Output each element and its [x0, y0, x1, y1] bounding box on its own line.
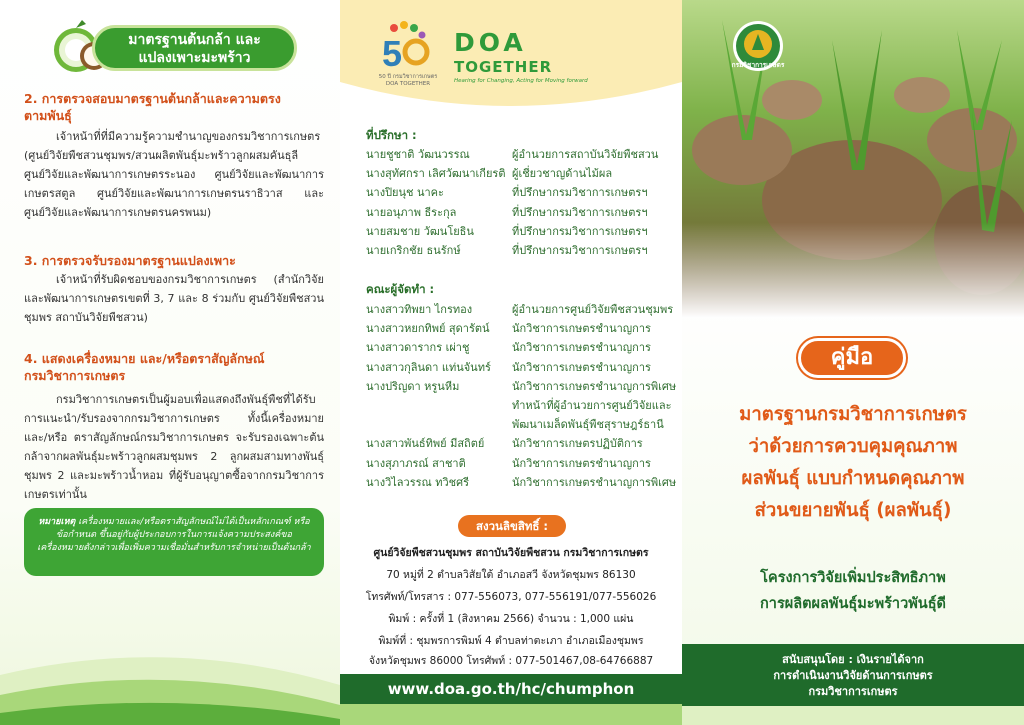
author-name: นางวิไลวรรณ ทวิชศรี — [366, 475, 469, 489]
publisher-address: 70 หมู่ที่ 2 ตำบลวิสัยใต้ อำเภอสวี จังหวัดชุมพร 86130 — [386, 569, 636, 581]
author-name — [366, 415, 491, 434]
advisor-name: นายอนุภาพ ธีระกุล — [366, 205, 457, 219]
left-panel — [0, 0, 340, 725]
title-line-1: มาตรฐานกรมวิชาการเกษตร — [739, 404, 967, 425]
author-role: นักวิชาการเกษตรปฏิบัติการ — [512, 437, 643, 451]
note-box — [24, 508, 324, 576]
author-role: นักวิชาการเกษตรชำนาญการพิเศษ — [512, 379, 677, 393]
section-body-3: เจ้าหน้าที่รับผิดชอบของกรมวิชาการเกษตร (สำนักวิจัยและพัฒนาการเกษตรเขตที่ 3, 7 และ 8 ร่วมกับ ศูนย์วิจัยพืชสวนชุมพร สถาบันวิจัยพืชสวน) — [24, 273, 324, 324]
author-role: ทำหน้าที่ผู้อำนวยการศูนย์วิจัยและ — [512, 399, 672, 413]
logo-slogan: Hearing for Changing, Acting for Moving forward — [454, 78, 588, 84]
advisor-role: ที่ปรึกษากรมวิชาการเกษตรฯ — [512, 224, 648, 238]
manual-label: คู่มือ — [798, 338, 906, 378]
anniversary-50-logo-icon — [380, 20, 430, 78]
section-heading-4: 4. แสดงเครื่องหมาย และ/หรือตราสัญลักษณ์ กรมวิชาการเกษตร — [24, 351, 265, 383]
author-name — [366, 396, 491, 415]
seal-caption: กรมวิชาการเกษตร — [731, 61, 785, 69]
section-heading-2: 2. การตรวจสอบมาตรฐานต้นกล้าและความตรง ตามพันธุ์ — [24, 91, 281, 123]
together-logo-text: TOGETHER — [454, 58, 553, 76]
author-name: นางสุภาภรณ์ สาชาติ — [366, 456, 466, 470]
advisor-name: นางปิยนุช นาคะ — [366, 186, 444, 200]
advisor-role: ผู้อำนวยการสถาบันวิจัยพืชสวน — [512, 148, 659, 161]
author-name: นางสาวกุลินดา แท่นจันทร์ — [366, 360, 491, 374]
website-url-link[interactable]: www.doa.go.th/hc/chumphon — [340, 674, 682, 704]
advisor-name: นายสมชาย วัฒนโยธิน — [366, 224, 474, 238]
advisor-name: นายเกริกชัย ธนรักษ์ — [366, 244, 461, 258]
authors-label: คณะผู้จัดทำ : — [366, 282, 435, 296]
authors-names — [366, 300, 491, 492]
section-heading-3: 3. การตรวจรับรองมาตรฐานแปลงเพาะ — [24, 253, 236, 268]
bottom-strip — [340, 704, 682, 725]
author-role: นักวิชาการเกษตรชำนาญการพิเศษ — [512, 475, 677, 489]
note-text: เครื่องหมายและ/หรือตราสัญลักษณ์ไม่ได้เป็นหลักเกณฑ์ หรือข้อกำหนด ขึ้นอยู่กับผู้ประกอบการในการแจ้งความประสงค์ขอเครื่องหมายดังกล่าวเพื่อเพิ่มความเชื่อมั่นสำหรับการจำหน่ายเป็นต้นกล้า — [37, 517, 311, 553]
section-body-4: กรมวิชาการเกษตรเป็นผู้มอบเพื่อแสดงถึงพันธุ์พืชที่ได้รับการแนะนำ/รับรองจากกรมวิชาการเกษตร ทั้งนี้เครื่องหมาย และ/หรือ ตราสัญลักษณ์กรมวิชาการเกษตร จะรับรองเฉพาะต้นกล้าจากผลพันธุ์มะพร้าวลูกผสมชุมพร 2 ลูกผสมสามทางพันธุ์ชุมพร 2 และมะพร้าวน้ำหอม ที่ผู้รับอนุญาตซื้อจากกรมวิชาการเกษตรเท่านั้น — [24, 393, 324, 501]
author-name: นางสาวพันธ์ทิพย์ มีสถิตย์ — [366, 437, 485, 451]
publisher-name: ศูนย์วิจัยพืชสวนชุมพร สถาบันวิจัยพืชสวน กรมวิชาการเกษตร — [373, 547, 649, 559]
note-label: หมายเหตุ — [38, 517, 76, 527]
advisor-name: นางสุทัศกรา เลิศวัฒนาเกียรติ — [366, 167, 506, 181]
support-line-1: สนับสนุนโดย : เงินรายได้จาก — [782, 653, 924, 666]
project-line-2: การผลิตผลพันธุ์มะพร้าวพันธุ์ดี — [760, 596, 946, 612]
advisor-role: ผู้เชี่ยวชาญด้านไม้ผล — [512, 167, 613, 181]
print-info: พิมพ์ : ครั้งที่ 1 (สิงหาคม 2566) จำนวน : 1,000 แผ่น — [388, 613, 634, 625]
author-role: นักวิชาการเกษตรชำนาญการ — [512, 456, 651, 470]
title-line-2: ว่าด้วยการควบคุมคุณภาพ — [748, 436, 958, 457]
author-name: นางสาวหยกทิพย์ สุดารัตน์ — [366, 322, 490, 336]
advisors-names — [366, 145, 505, 260]
svg-text:5: 5 — [382, 33, 403, 74]
support-line-3: กรมวิชาการเกษตร — [808, 685, 898, 698]
author-name: นางปริญดา หรูนหีม — [366, 379, 460, 393]
section-body-2: เจ้าหน้าที่ที่มีความรู้ความชำนาญของกรมวิชาการเกษตร (ศูนย์วิจัยพืชสวนชุมพร/สวนผลิตพันธุ์มะพร้าวลูกผสมคันธุลี ศูนย์วิจัยและพัฒนาการเกษตรระนอง ศูนย์วิจัยและพัฒนาการเกษตรสตูล ศูนย์วิจัยและพัฒนาการเกษตรนราธิวาส และศูนย์วิจัยและพัฒนาการเกษตรนครพนม) — [24, 130, 324, 219]
advisor-name: นายชูชาติ วัฒนวรรณ — [366, 148, 470, 161]
advisor-role: ที่ปรึกษากรมวิชาการเกษตรฯ — [512, 205, 648, 219]
author-name: นางสาวดารากร เผ่าชู — [366, 341, 470, 355]
project-line-1: โครงการวิจัยเพิ่มประสิทธิภาพ — [760, 570, 946, 586]
right-panel — [682, 0, 1024, 725]
publisher-phone: โทรศัพท์/โทรสาร : 077-556073, 077-556191/077-556026 — [365, 591, 657, 603]
title-line-3: ผลพันธุ์ แบบกำหนดคุณภาพ — [741, 468, 965, 489]
printer-line-1: พิมพ์ที่ : ชุมพรการพิมพ์ 4 ตำบลท่าตะเภา อำเภอเมืองชุมพร — [378, 635, 644, 647]
author-role: นักวิชาการเกษตรชำนาญการ — [512, 341, 651, 355]
authors-roles — [512, 300, 676, 492]
logo-50-caption: 50 ปี กรมวิชาการเกษตร DOA TOGETHER — [378, 74, 438, 87]
printer-line-2: จังหวัดชุมพร 86000 โทรศัพท์ : 077-501467,08-64766887 — [368, 655, 654, 667]
advisors-roles — [512, 145, 658, 260]
decorative-wave — [0, 615, 340, 725]
title-line-4: ส่วนขยายพันธุ์ (ผลพันธุ์) — [754, 500, 952, 521]
support-box — [682, 644, 1024, 706]
bottom-strip-right — [682, 706, 1024, 725]
author-role: นักวิชาการเกษตรชำนาญการ — [512, 322, 651, 336]
author-role: ผู้อำนวยการศูนย์วิจัยพืชสวนชุมพร — [512, 303, 674, 316]
advisors-label: ที่ปรึกษา : — [366, 128, 417, 142]
support-line-2: การดำเนินงานวิจัยด้านการเกษตร — [773, 669, 933, 682]
copyright-pill: สงวนลิขสิทธิ์ : — [458, 515, 566, 537]
author-role: นักวิชาการเกษตรชำนาญการ — [512, 360, 651, 374]
advisor-role: ที่ปรึกษากรมวิชาการเกษตรฯ — [512, 244, 648, 258]
advisor-role: ที่ปรึกษากรมวิชาการเกษตรฯ — [512, 186, 648, 200]
middle-panel — [340, 0, 682, 725]
author-role: พัฒนาเมล็ดพันธุ์พืชสุราษฎร์ธานี — [512, 418, 664, 432]
author-name: นางสาวทิพยา ไกรทอง — [366, 303, 473, 316]
header-pill: มาตรฐานต้นกล้า และ แปลงเพาะมะพร้าว — [92, 25, 297, 71]
doa-logo-text: DOA — [454, 28, 527, 57]
